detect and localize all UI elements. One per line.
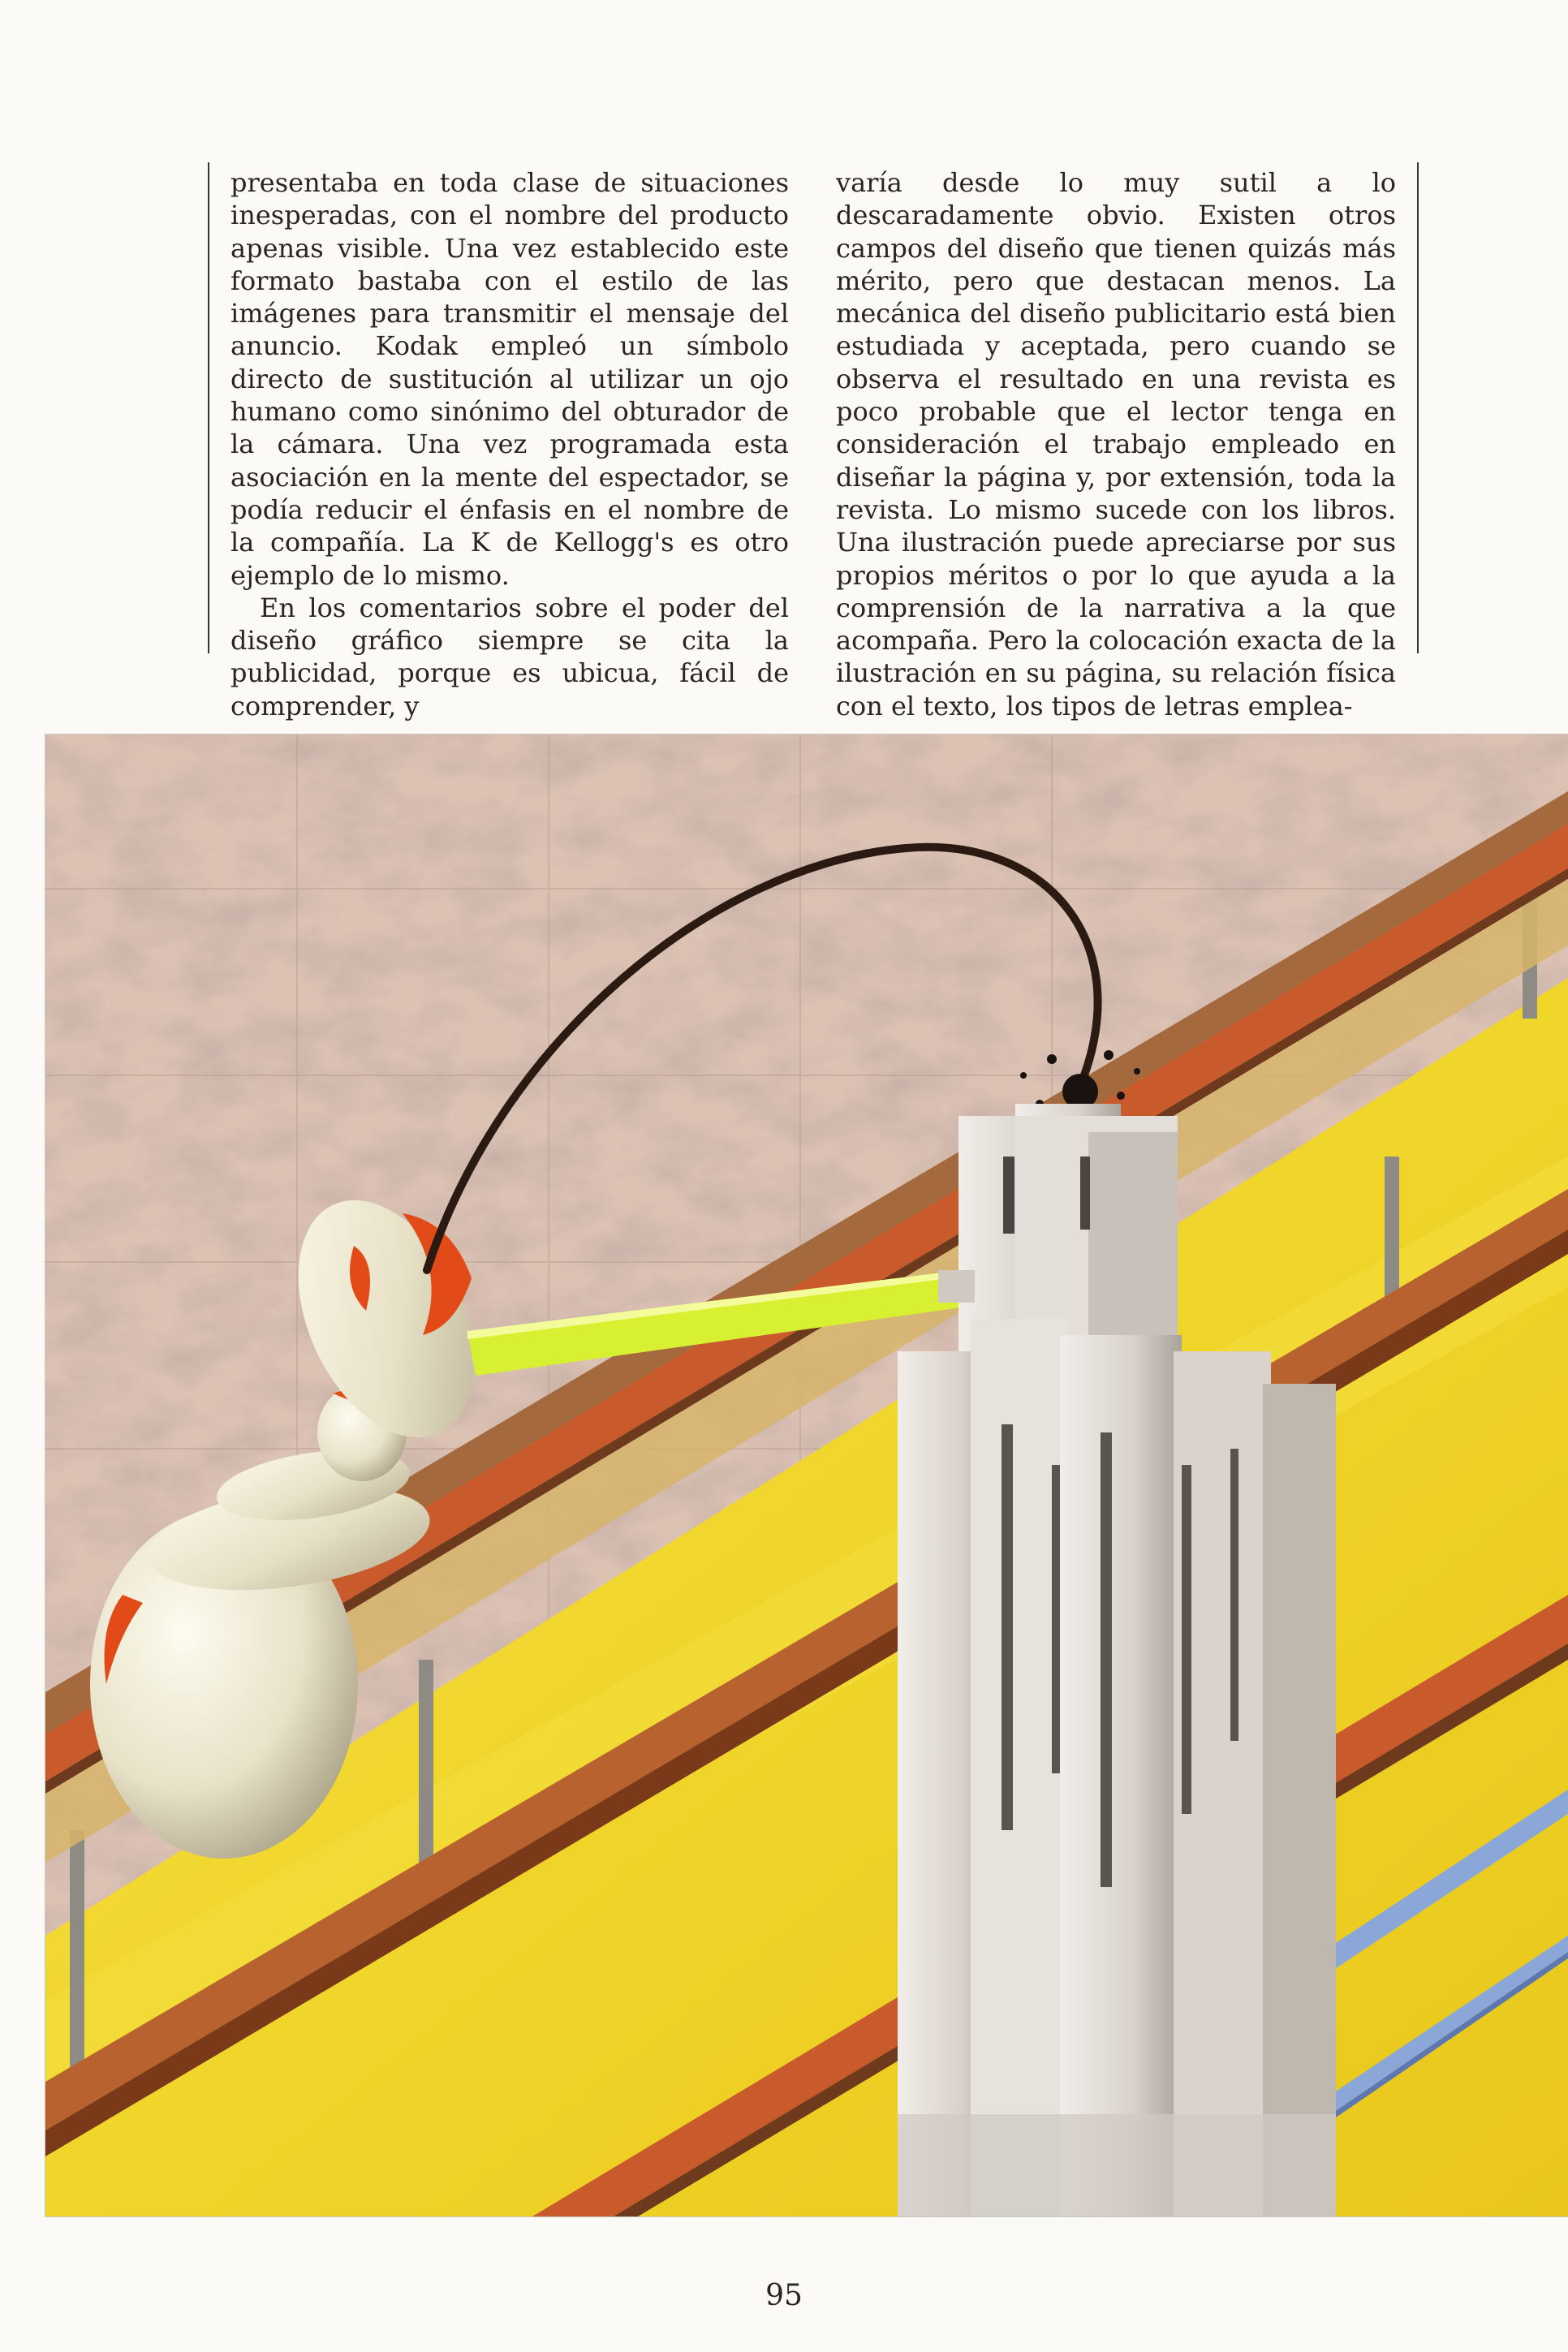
paragraph-left-2: En los comentarios sobre el poder del diseño gráfico siempre se cita la publicidad, porque es ubicua, fácil de comprender, y — [230, 592, 789, 722]
surreal-escalator-illustration — [45, 734, 1568, 2216]
paragraph-left-1: presentaba en toda clase de situaciones inesperadas, con el nombre del producto apenas visible. Una vez establecido este formato bastaba con el estilo de las imágenes para transmitir el mensaje del anuncio. Kodak empleó un símbolo directo de sustitución al utilizar un ojo humano como sinónimo del obturador de la cámara. Una vez programada esta asociación en la mente del espectador, se podía reducir el énfasis en el nombre de la compañía. La K de Kellogg's es otro ejemplo de lo mismo. — [230, 167, 789, 591]
column-rule-right — [1417, 162, 1419, 653]
paragraph-right-1: varía desde lo muy sutil a lo descaradamente obvio. Existen otros campos del diseño que tienen quizás más mérito, pero que destacan menos. La mecánica del diseño publicitario está bien estudiada y aceptada, pero cuando se observa el resultado en una revista es poco probable que el lector tenga en consideración el trabajo empleado en diseñar la página y, por extensión, toda la revista. Lo mismo sucede con los libros. Una ilustración puede apreciarse por sus propios méritos o por lo que ayuda a la comprensión de la narrativa a la que acompaña. Pero la colocación exacta de la ilustración en su página, su relación física con el texto, los tipos de letras emplea- — [836, 167, 1396, 722]
text-column-left — [230, 166, 789, 722]
text-column-right — [836, 166, 1396, 722]
page-number: 95 — [765, 2279, 803, 2312]
column-rule-left — [208, 162, 209, 653]
